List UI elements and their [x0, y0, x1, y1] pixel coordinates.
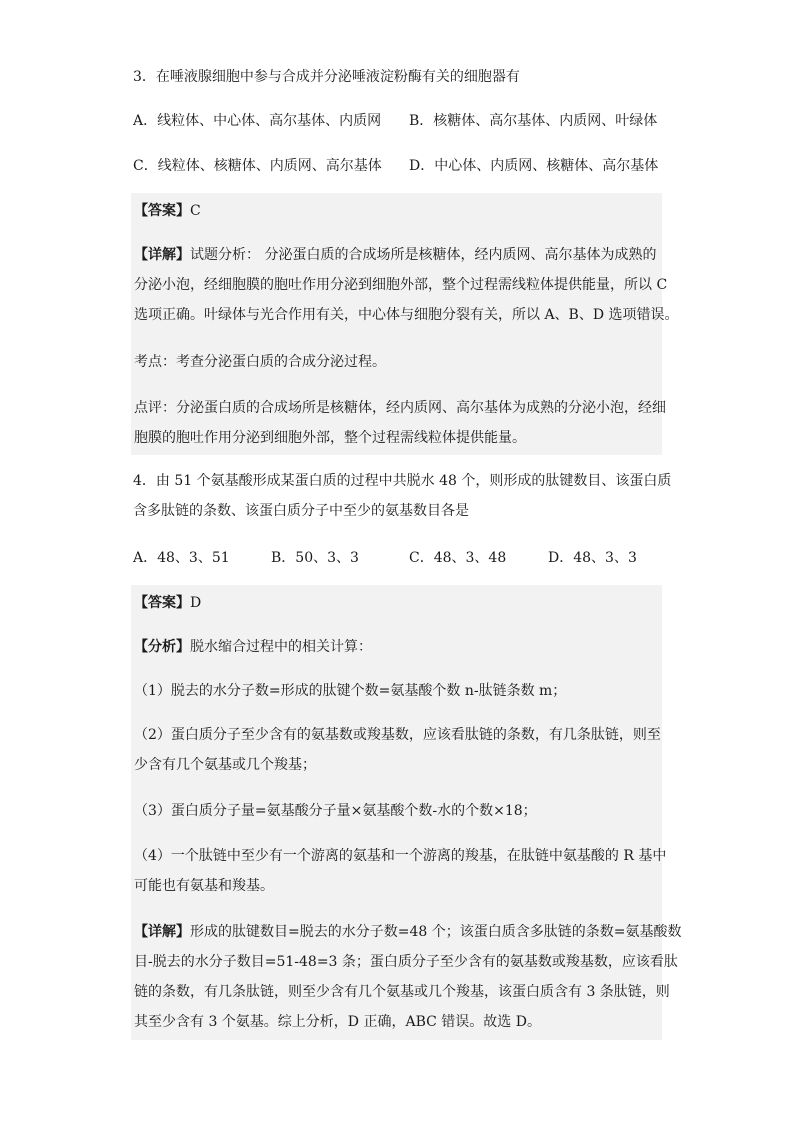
q4-option-c: C．48、3、48: [409, 550, 507, 566]
q4-analysis-intro: [134, 638, 372, 656]
analysis-intro-text: 脱水缩合过程中的相关计算：: [190, 639, 372, 655]
question-4-stem-line-2: 含多肽链的条数、该蛋白质分子中至少的氨基数目各是: [133, 503, 469, 519]
q4-option-b: B．50、3、3: [271, 550, 359, 566]
q3-option-d: D．中心体、内质网、核糖体、高尔基体: [409, 158, 659, 174]
q3-option-b: B．核糖体、高尔基体、内质网、叶绿体: [409, 113, 658, 129]
analysis-label: 【分析】: [134, 639, 190, 655]
answer-value: D: [190, 595, 202, 611]
q4-detail-line-3: 链的条数，有几条肽链，则至少含有几个氨基或几个羧基，该蛋白质含有 3 条肽链，则: [134, 984, 670, 1000]
q4-analysis-item-2-line-1: （2）蛋白质分子至少含有的氨基数或羧基数，应该看肽链的条数，有几条肽链，则至: [134, 727, 661, 743]
q4-analysis-item-2-line-2: 少含有几个氨基或几个羧基；: [134, 757, 316, 773]
detail-label: 【详解】: [134, 924, 190, 940]
detail-label: 【详解】: [134, 247, 190, 263]
q3-option-a: A．线粒体、中心体、高尔基体、内质网: [133, 113, 382, 129]
answer-label: 【答案】: [134, 203, 190, 219]
question-3-stem: 3．在唾液腺细胞中参与合成并分泌唾液淀粉酶有关的细胞器有: [133, 69, 520, 85]
q3-detail-line-3: 选项正确。叶绿体与光合作用有关，中心体与细胞分裂有关，所以 A、B、D 选项错误。: [134, 307, 679, 323]
q4-analysis-item-4-line-2: 可能也有氨基和羧基。: [134, 878, 274, 894]
q4-detail-line-2: 目-脱去的水分子数目=51-48=3 条；蛋白质分子至少含有的氨基数或羧基数，应该看肽: [134, 954, 678, 970]
q4-detail-line-1: [134, 923, 681, 941]
q3-detail-line-2: 分泌小泡，经细胞膜的胞吐作用分泌到细胞外部，整个过程需线粒体提供能量，所以 C: [134, 277, 668, 293]
q4-option-d: D．48、3、3: [548, 550, 637, 566]
q4-analysis-item-3: （3）蛋白质分子量=氨基酸分子量×氨基酸个数-水的个数×18；: [134, 803, 537, 819]
q4-analysis-item-1: （1）脱去的水分子数=形成的肽键个数=氨基酸个数 n-肽链条数 m；: [134, 683, 567, 699]
question-4-stem-line-1: 4．由 51 个氨基酸形成某蛋白质的过程中共脱水 48 个，则形成的肽键数目、该蛋白质: [133, 473, 672, 489]
q3-answer: [134, 202, 201, 220]
q4-solution-block: [131, 585, 682, 1040]
q4-option-a: A．48、3、51: [133, 550, 230, 566]
q4-answer: [134, 594, 201, 612]
q3-kaodian: 考点：考查分泌蛋白质的合成分泌过程。: [134, 354, 386, 370]
q3-dianping-line-1: 点评：分泌蛋白质的合成场所是核糖体，经内质网、高尔基体为成熟的分泌小泡，经细: [134, 400, 666, 416]
q4-analysis-item-4-line-1: （4）一个肽链中至少有一个游离的氨基和一个游离的羧基，在肽链中氨基酸的 R 基中: [134, 848, 667, 864]
q3-detail-line-1: [134, 246, 656, 264]
q3-option-c: C．线粒体、核糖体、内质网、高尔基体: [133, 158, 382, 174]
answer-label: 【答案】: [134, 595, 190, 611]
q4-detail-line-4: 其至少含有 3 个氨基。综上分析，D 正确，ABC 错误。故选 D。: [134, 1014, 541, 1030]
detail-text: 试题分析： 分泌蛋白质的合成场所是核糖体，经内质网、高尔基体为成熟的: [190, 247, 657, 263]
answer-value: C: [190, 203, 201, 219]
q3-solution-block: [131, 193, 679, 455]
q3-dianping-line-2: 胞膜的胞吐作用分泌到细胞外部，整个过程需线粒体提供能量。: [134, 430, 526, 446]
detail-text: 形成的肽键数目=脱去的水分子数=48 个；该蛋白质含多肽链的条数=氨基酸数: [190, 924, 682, 940]
